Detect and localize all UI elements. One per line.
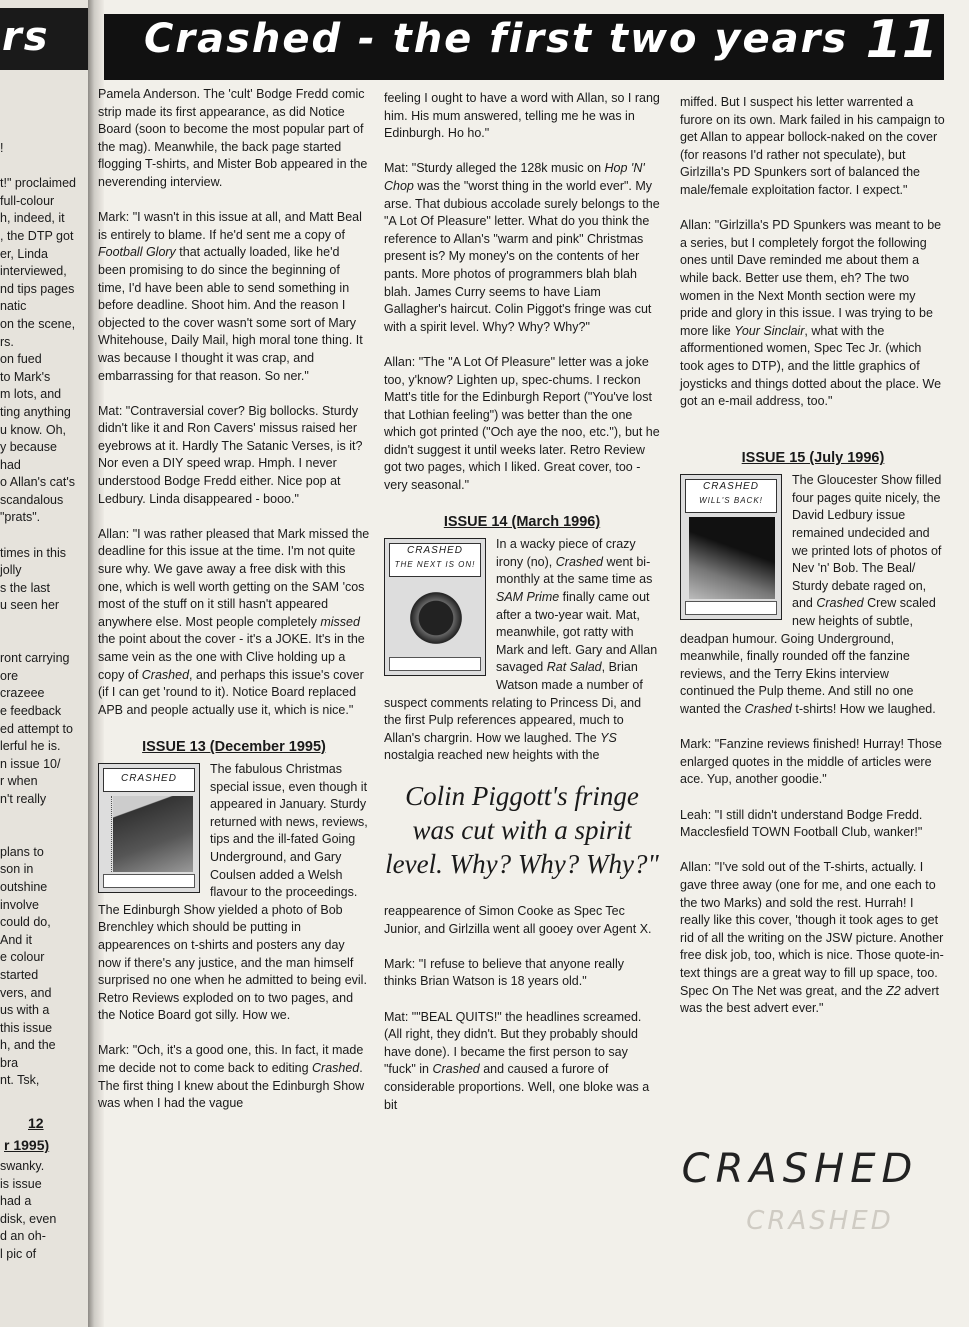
issue-15-heading: ISSUE 15 (July 1996) — [741, 450, 885, 467]
paragraph: miffed. But I suspect his letter warrented a furore on its own. Mark failed in his campaign to get Allan to appear bollock-naked on the cover (for reasons I'd rather not speculate), but Girlzilla's PD Spunkers sort of balanced the male/female exploitation factor. I expect." — [680, 95, 945, 197]
previous-page-line: son in — [0, 862, 34, 877]
header-banner — [104, 10, 944, 80]
previous-page-strip — [0, 0, 90, 1327]
paragraph: Allan: "The "A Lot Of Pleasure" letter was a joke too, y'know? Lighten up, spec-chums. I reckon Matt's title for the Edinburgh Report ("You've lost that Lothian feeling") was better than the one which got printed ("Och aye the noo, etc."), but he didn't suggest it until weeks later. Retro Review got two pages, which I liked. Great cover, too - very seasonal." — [384, 354, 660, 493]
previous-page-line: on the scene, — [0, 316, 76, 331]
previous-page-line: l pic of — [0, 1246, 37, 1261]
previous-page-line — [0, 809, 88, 827]
previous-page-line: outshine — [0, 879, 48, 894]
cover-photo — [113, 796, 193, 872]
previous-page-line: e feedback — [0, 704, 62, 718]
previous-page-line: bra — [0, 1055, 19, 1070]
issue-14-cover-image — [384, 538, 486, 676]
previous-page-line: ! — [0, 141, 4, 155]
previous-page-line: n issue 10/ — [0, 756, 61, 771]
crashed-logo-text: CRASHED — [681, 1146, 919, 1192]
paragraph: Mark: "I refuse to believe that anyone really thinks Brian Watson is 18 years old." — [384, 956, 624, 989]
previous-page-line: d an oh- — [0, 1229, 46, 1244]
previous-page-line: jolly — [0, 563, 22, 578]
issue-15-section — [680, 472, 946, 718]
previous-page-header — [0, 8, 88, 70]
previous-page-line: to Mark's — [0, 369, 51, 384]
previous-page-line: crazeee — [0, 686, 45, 701]
previous-page-line: y because — [0, 440, 57, 455]
previous-page-line: had a — [0, 1194, 32, 1209]
paragraph: Allan: "I've sold out of the T-shirts, actually. I gave three away (one for me, and one each to the two Marks) and sold the rest. Hurrah! I really like this cover, 'though it took ages to get rid of all the writing on the JSW picture. Another free disk job, too, which is nice. Those quote-in-text things are a great way to fill up space, too. Spec On The Net was great, and the Z2 advert was the best advert ever." — [680, 860, 944, 1016]
previous-page-line: scandalous — [0, 492, 64, 507]
paragraph: Mat: ""BEAL QUITS!" the headlines screamed. (All right, they didn't. But they probably should have done). I became the first person to say "fuck" in Crashed and caused a furore of considerable proportions. Well, one bloke was a bit — [384, 1009, 650, 1112]
previous-page-issue-number: 12 — [28, 1115, 44, 1131]
paragraph: Allan: "I was rather pleased that Mark missed the deadline for this issue at the time. I'm not quite sure why. We gave away a free disk with this one, which is well worth getting on the SAM 'cos most of the stuff on it still hasn't appeared anywhere else. Most people completely missed the point about the cover - it's a JOKE. It's in the same vein as the one with Clive holding up a copy of Crashed, and perhaps this issue's cover (if I can get 'round to it). Notice Board replaced APB and people actually use it, which is nice." — [98, 526, 370, 717]
page-number: 11 — [865, 10, 938, 70]
previous-page-line: e colour — [0, 950, 45, 965]
previous-page-line — [0, 158, 88, 176]
cover-sun-graphic — [393, 581, 479, 655]
previous-page-line: ore — [0, 668, 19, 683]
previous-page-line: ed attempt to — [0, 721, 73, 736]
previous-page-line: on fued — [0, 352, 42, 367]
cover-logo: CRASHED WILL'S BACK! — [685, 479, 777, 513]
previous-page-line: "prats". — [0, 510, 41, 525]
previous-page-line — [0, 633, 88, 651]
previous-page-line: And it — [0, 932, 32, 947]
issue-14-text: In a wacky piece of crazy irony (no), Crashed went bi-monthly at the same time as SAM Prime finally came out after a two-year wait. Mat, meanwhile, got ratty with Mark and left. Gary and Allan savaged Rat Salad, Brian Watson made a number of suspect comments relating to Princess Di, and the first Pulp references appeared, much to Allan's chargrin. How we laughed. The YS nostalgia reached new heights with the — [384, 537, 658, 763]
previous-page-line — [0, 527, 88, 545]
previous-page-line: m lots, and — [0, 387, 62, 402]
previous-page-line: is issue — [0, 1176, 42, 1191]
paragraph: Allan: "Girlzilla's PD Spunkers was meant to be a series, but I completely forgot the following ones until Dave reminded me about them a while back. Better use them, eh? The two women in the Next Month section were my pride and glory in this issue. I was trying to be more like Your Sinclair, what with the afformentioned women, Spec Tec Jr. (which took ages to DTP), and the little graphics of joysticks and things dotted about the place. We got an e-mail address, too." — [680, 218, 942, 409]
previous-page-line: rs. — [0, 334, 14, 349]
previous-page-line: had — [0, 457, 21, 472]
paragraph: Mark: "Fanzine reviews finished! Hurray! Those enlarged quotes in the middle of articles were ace. Yup, another goodie." — [680, 737, 942, 787]
previous-page-line: natic — [0, 299, 27, 314]
column-2 — [384, 90, 660, 1132]
previous-page-line: er, Linda — [0, 246, 48, 261]
previous-page-line — [0, 615, 88, 633]
previous-page-line: h, and the — [0, 1038, 56, 1053]
previous-page-line: this issue — [0, 1020, 53, 1035]
cover-logo: CRASHED — [103, 768, 195, 792]
column-1 — [98, 86, 370, 1130]
cover-logo: CRASHED THE NEXT IS ON! — [389, 543, 481, 577]
previous-page-line: lerful he is. — [0, 739, 61, 754]
paragraph: feeling I ought to have a word with Allan, so I rang him. His mum answered, telling me he was in Edinburgh. Ho ho." — [384, 91, 660, 141]
issue-15-cover-image — [680, 474, 782, 620]
paragraph: Mark: "Och, it's a good one, this. In fact, it made me decide not to come back to editing Crashed. The first thing I knew about the Edinburgh Show was when I had the vague — [98, 1043, 365, 1111]
issue-13-text: The fabulous Christmas special issue, even though it appeared in January. Sturdy returned with news, reviews, tips and the ill-fated Going Underground, and Gary Coulsen added a Welsh flavour to the proceedings. The Edinburgh Show yielded a photo of Bob Brenchley which should be putting in appearences on t-shirts and posters any day now if there's any justice, and the man himself surprised no one when he admitted to being evil. Retro Reviews exploded on to two pages, and the Notice Board got silly. How we. — [98, 761, 368, 1023]
previous-page-text — [0, 140, 88, 1090]
previous-page-line: ront carrying — [0, 651, 70, 666]
previous-page-line — [0, 826, 88, 844]
previous-page-line: u seen her — [0, 598, 60, 613]
previous-page-line: vers, and — [0, 985, 52, 1000]
pull-quote: Colin Piggott's fringe was cut with a spirit level. Why? Why? Why?" — [385, 780, 659, 879]
paragraph: Mat: "Sturdy alleged the 128k music on Hop 'N' Chop was the "worst thing in the world ever". My arse. That dubious accolade surely belongs to the "A Lot Of Pleasure" letter. What do you think the reference to Allan's "warm and pink" Christmas present is? My money's on the contents of her pants. More photos of programmers blah blah blah. James Curry seems to have Liam Gallagher's haircut. Colin Piggot's fringe was cut with a spirit level. Why? Why? Why?" — [384, 161, 660, 334]
previous-page-line: t!" proclaimed — [0, 176, 76, 191]
issue-14-section — [384, 536, 660, 765]
paragraph: Pamela Anderson. The 'cult' Bodge Fredd comic strip made its first appearance, as did Notice Board (soon to become the most popular part of the mag). Meanwhile, the back page started flogging T-shirts, and Mister Bob appeared in the neverending interview. — [98, 87, 368, 189]
paragraph: Mark: "I wasn't in this issue at all, and Matt Beal is entirely to blame. If he'd sent me a copy of Football Glory that actually loaded, like he'd been promising to do since the beginning of time, I'd have been able to send something in before deadline. Shoot him. And the reason I objected to the cover wasn't some sort of Mary Whitehouse, Daily Mail, high moral tone thing. It was because I thought it was crap, and embarrassing for that reason. So ner." — [98, 210, 363, 383]
previous-page-line: s the last — [0, 580, 51, 595]
issue-13-section — [98, 761, 370, 1025]
previous-page-line: , the DTP got — [0, 228, 74, 243]
column-3 — [680, 94, 946, 1035]
previous-page-title: rs — [2, 14, 50, 60]
previous-page-line: plans to — [0, 844, 44, 859]
page-title: Crashed - the first two years — [144, 16, 849, 62]
paragraph: Mat: "Contraversial cover? Big bollocks. Sturdy didn't like it and Ron Cavers' missus raised her eyebrows at it. Hardly The Satanic Verses, is it? Nor even a DIY speed wrap. Hmph. I never understood Bodge Fredd either. Nice pop at Ledbury. Linda disappeared - booo." — [98, 403, 363, 506]
previous-page-bottom-text — [0, 1158, 88, 1264]
crashed-logo-ghost: CRASHED — [746, 1206, 894, 1236]
crashed-logo — [680, 1146, 920, 1236]
previous-page-line: nt. Tsk, — [0, 1073, 40, 1088]
previous-page-line: times in this — [0, 545, 66, 560]
previous-page-line: involve — [0, 897, 39, 912]
previous-page-line: full-colour — [0, 193, 55, 208]
issue-13-heading: ISSUE 13 (December 1995) — [142, 738, 326, 755]
previous-page-issue-heading — [4, 1112, 49, 1156]
cover-photo — [689, 517, 775, 599]
previous-page-line: n't really — [0, 791, 47, 806]
previous-page-line: o Allan's cat's — [0, 475, 75, 490]
previous-page-line: interviewed, — [0, 264, 67, 279]
previous-page-line: nd tips pages — [0, 281, 75, 296]
previous-page-line: ting anything — [0, 404, 71, 419]
paragraph: reappearence of Simon Cooke as Spec Tec Junior, and Girlzilla went all gooey over Agent X. — [384, 903, 652, 936]
previous-page-line: could do, — [0, 915, 51, 930]
previous-page-line: started — [0, 967, 39, 982]
previous-page-line: h, indeed, it — [0, 211, 65, 226]
previous-page-line: us with a — [0, 1003, 50, 1018]
previous-page-line: swanky. — [0, 1159, 45, 1173]
previous-page-line: r when — [0, 774, 38, 789]
previous-page-line: disk, even — [0, 1211, 57, 1226]
previous-page-issue-date: r 1995) — [4, 1137, 50, 1153]
issue-14-heading: ISSUE 14 (March 1996) — [443, 514, 601, 531]
issue-13-cover-image — [98, 763, 200, 893]
paragraph: Leah: "I still didn't understand Bodge Fredd. Macclesfield TOWN Football Club, wanker!" — [680, 807, 923, 840]
issue-15-text: The Gloucester Show filled four pages quite nicely, the David Ledbury issue remained undecided and we printed lots of photos of Nev 'n' Bob. The Beal/ Sturdy debate raged on, and Crashed Crew scaled new heights of subtle, deadpan humour. Going Underground, meanwhile, finally rounded off the fanzine reviews, and the Terry Ekins interview continued the Pulp theme. And still no one wanted the Crashed t-shirts! How we laughed. — [680, 473, 942, 716]
previous-page-line: u know. Oh, — [0, 422, 67, 437]
